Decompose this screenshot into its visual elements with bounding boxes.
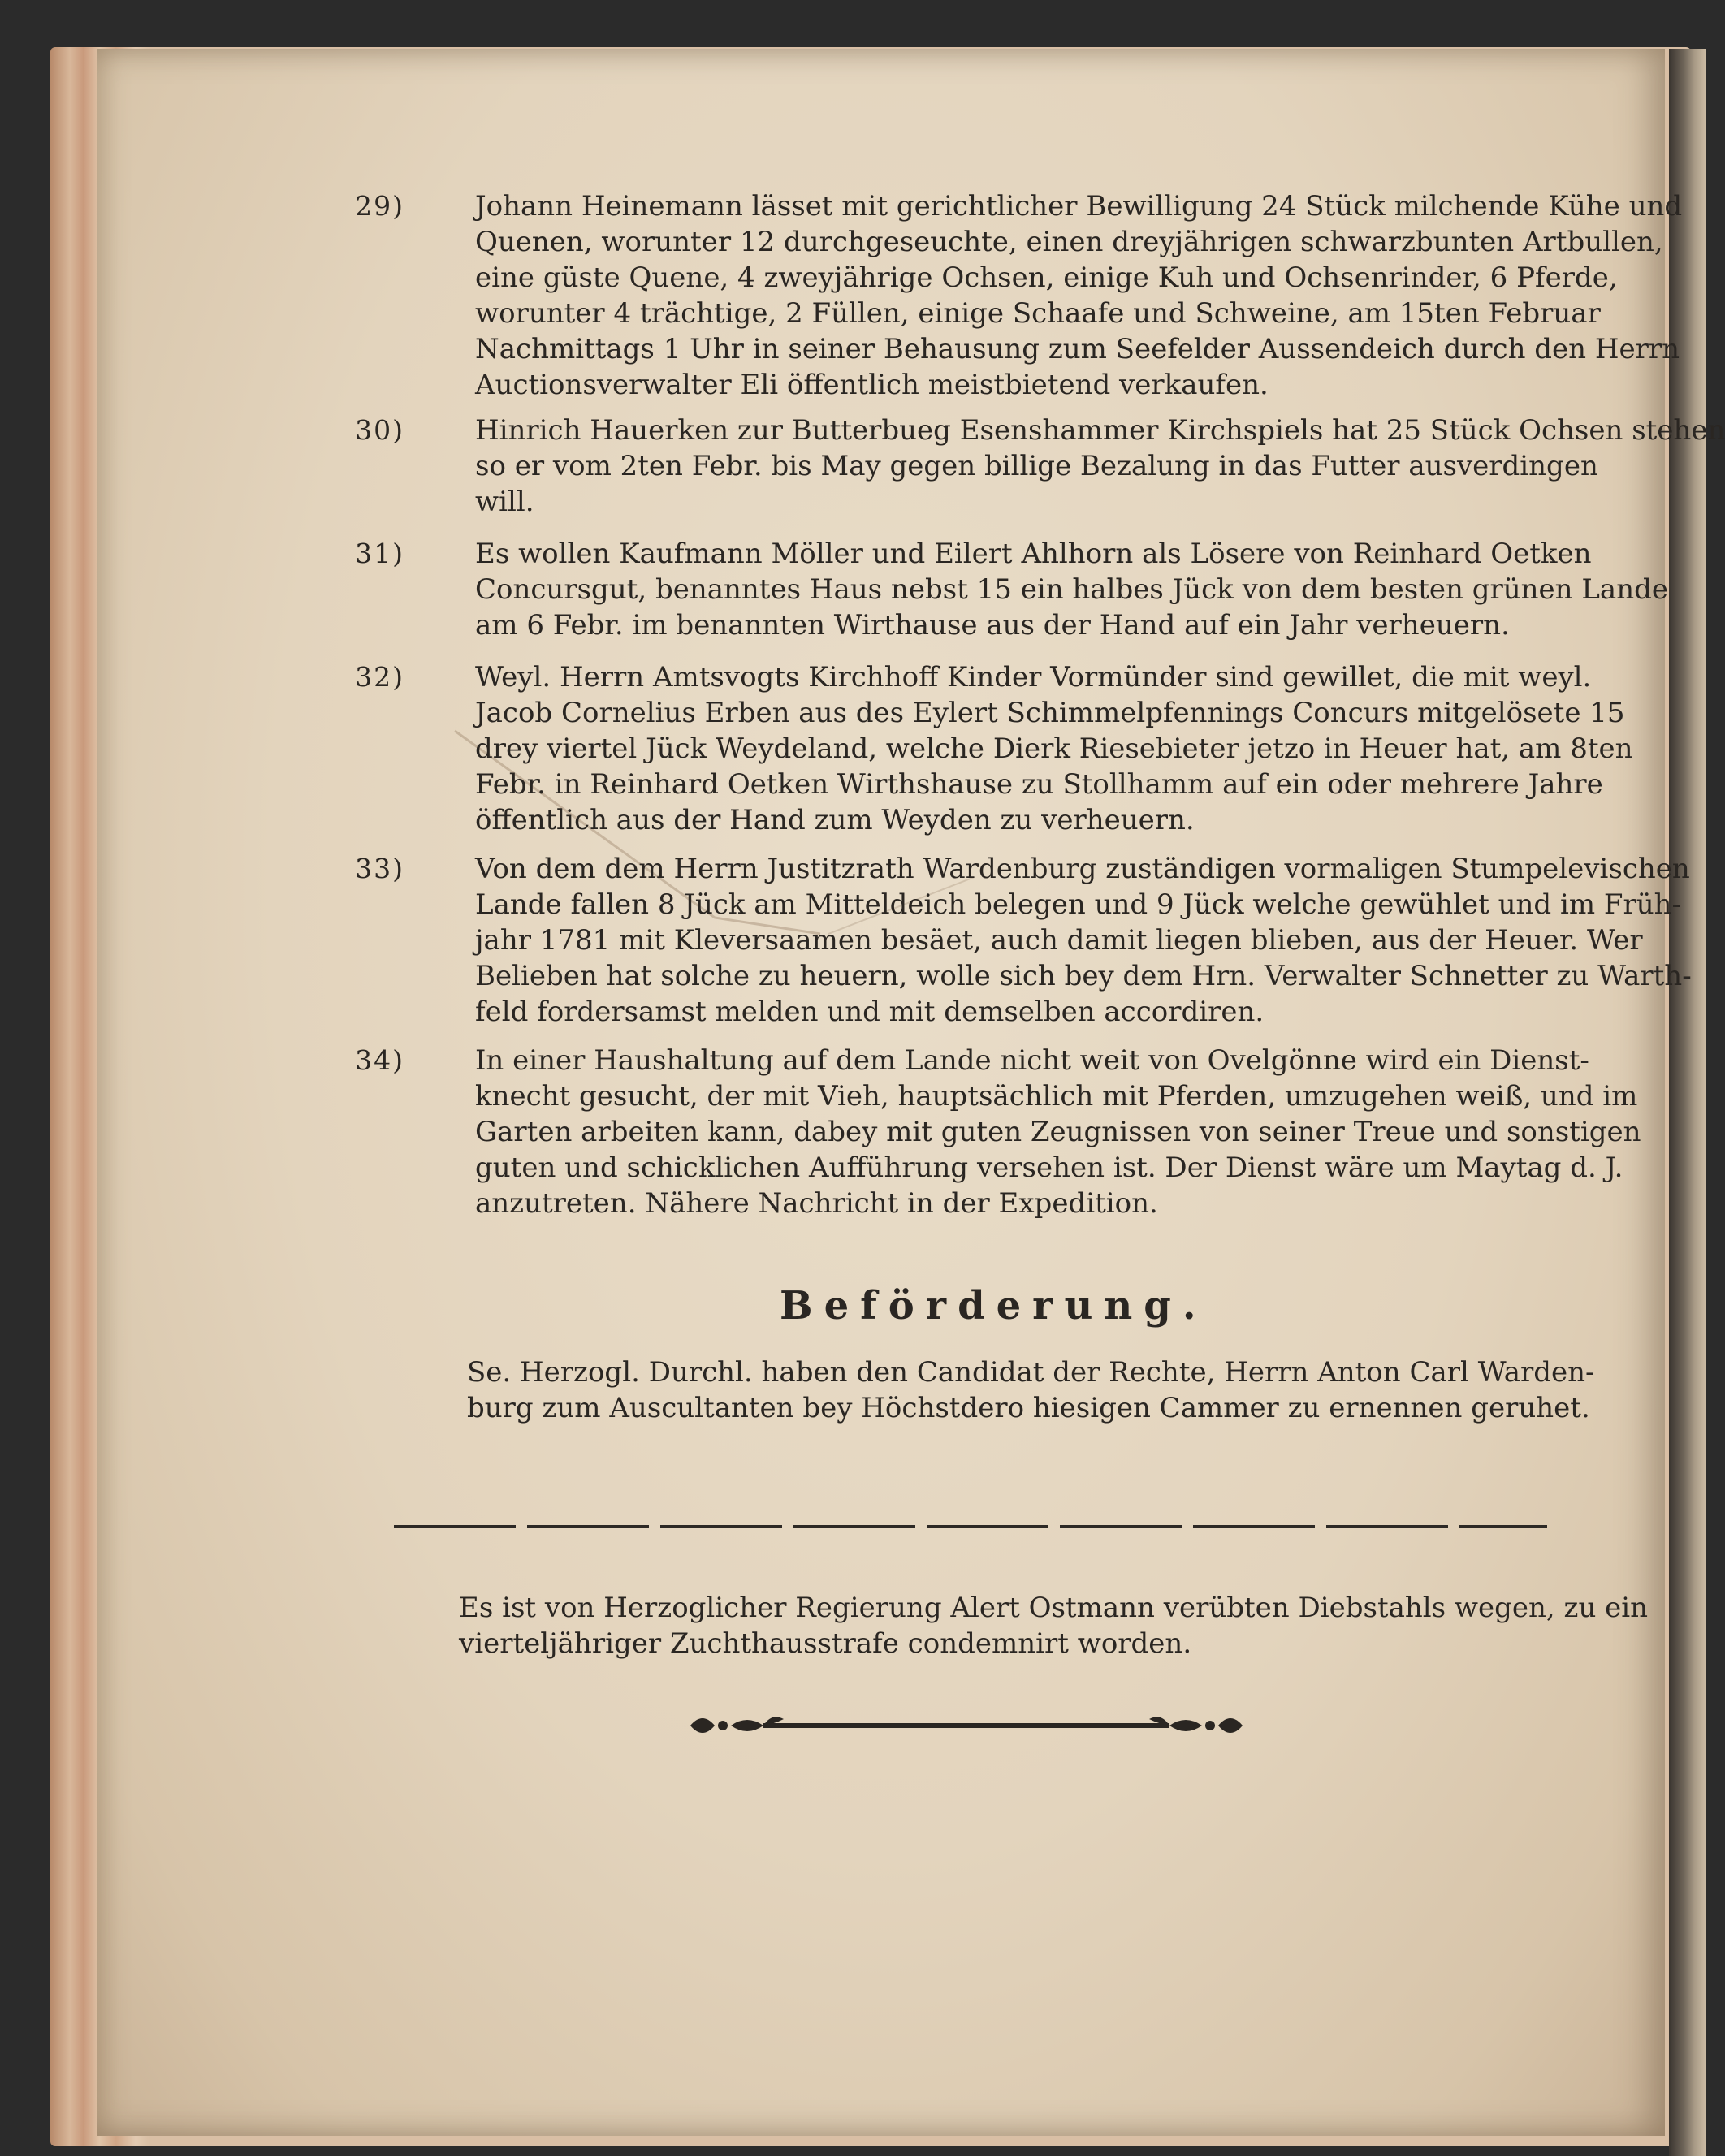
entry-line: feld fordersamst melden und mit demselben accordiren.: [475, 996, 1265, 1028]
entry-line: Garten arbeiten kann, dabey mit guten Zeugnissen von seiner Treue und sonstigen: [475, 1116, 1641, 1148]
entry-line: Concursgut, benanntes Haus nebst 15 ein halbes Jück von dem besten grünen Lande: [475, 573, 1668, 606]
entry-line: Hinrich Hauerken zur Butterbueg Esenshammer Kirchspiels hat 25 Stück Ochsen stehen: [475, 414, 1725, 447]
entry-31: [355, 536, 1668, 643]
entry-line: Lande fallen 8 Jück am Mitteldeich belegen und 9 Jück welche gewühlet und im Früh-: [475, 888, 1682, 921]
entry-29: [355, 188, 1683, 403]
entry-number: 31): [355, 538, 404, 569]
entry-30: [355, 413, 1725, 520]
entry-line: Es wollen Kaufmann Möller und Eilert Ahlhorn als Lösere von Reinhard Oetken: [475, 538, 1592, 570]
entry-line: Quenen, worunter 12 durchgeseuchte, einen dreyjährigen schwarzbunten Artbullen,: [475, 226, 1663, 258]
notice-paragraph: [459, 1590, 1649, 1661]
entry-32: [355, 659, 1633, 838]
entry-line: eine güste Quene, 4 zweyjährige Ochsen, einige Kuh und Ochsenrinder, 6 Pferde,: [475, 261, 1618, 294]
entry-34: [355, 1043, 1641, 1221]
entry-line: jahr 1781 mit Kleversaamen besäet, auch damit liegen blieben, aus der Heuer. Wer: [475, 924, 1643, 957]
entry-number: 29): [355, 190, 404, 222]
entry-line: Johann Heinemann lässet mit gerichtlicher Bewilligung 24 Stück milchende Kühe und: [475, 190, 1683, 223]
entry-line: will.: [475, 486, 534, 518]
entry-number: 32): [355, 661, 404, 693]
entry-number: 30): [355, 414, 404, 446]
entry-line: worunter 4 trächtige, 2 Füllen, einige Schaafe und Schweine, am 15ten Februar: [475, 297, 1601, 330]
dashed-divider: [394, 1525, 1547, 1528]
entry-number: 33): [355, 853, 404, 884]
entry-line: so er vom 2ten Febr. bis May gegen billige Bezalung in das Futter ausverdingen: [475, 450, 1598, 482]
entry-line: am 6 Febr. im benannten Wirthause aus der Hand auf ein Jahr verheuern.: [475, 609, 1510, 642]
paragraph-line: Se. Herzogl. Durchl. haben den Candidat der Rechte, Herrn Anton Carl Warden-: [467, 1356, 1595, 1389]
entry-number: 34): [355, 1044, 404, 1076]
entry-line: anzutreten. Nähere Nachricht in der Expedition.: [475, 1187, 1158, 1220]
paragraph-line: Es ist von Herzoglicher Regierung Alert Ostmann verübten Diebstahls wegen, zu ein: [459, 1592, 1649, 1624]
paragraph-line: vierteljähriger Zuchthausstrafe condemnirt worden.: [459, 1627, 1192, 1660]
paragraph-line: burg zum Auscultanten bey Höchstdero hiesigen Cammer zu ernennen geruhet.: [467, 1392, 1590, 1424]
entry-line: knecht gesucht, der mit Vieh, hauptsächlich mit Pferden, umzugehen weiß, und im: [475, 1080, 1638, 1113]
entry-line: In einer Haushaltung auf dem Lande nicht weit von Ovelgönne wird ein Dienst-: [475, 1044, 1589, 1077]
entry-line: Weyl. Herrn Amtsvogts Kirchhoff Kinder Vormünder sind gewillet, die mit weyl.: [475, 661, 1592, 693]
entry-33: [355, 851, 1692, 1030]
entry-line: drey viertel Jück Weydeland, welche Dierk Riesebieter jetzo in Heuer hat, am 8ten: [475, 732, 1633, 765]
entry-line: Jacob Cornelius Erben aus des Eylert Schimmelpfennings Concurs mitgelösete 15: [475, 697, 1625, 729]
entry-line: öffentlich aus der Hand zum Weyden zu verheuern.: [475, 804, 1195, 836]
printer-ornament: [682, 1705, 1251, 1746]
entry-line: Auctionsverwalter Eli öffentlich meistbietend verkaufen.: [475, 369, 1269, 401]
entry-line: Belieben hat solche zu heuern, wolle sich bey dem Hrn. Verwalter Schnetter zu Warth-: [475, 960, 1692, 992]
promotion-paragraph: [467, 1355, 1595, 1426]
section-heading-promotion: Beförderung.: [780, 1283, 1208, 1329]
entry-line: Nachmittags 1 Uhr in seiner Behausung zum Seefelder Aussendeich durch den Herrn: [475, 333, 1680, 365]
entry-line: Von dem dem Herrn Justitzrath Wardenburg zuständigen vormaligen Stumpelevischen: [475, 853, 1690, 885]
entry-line: guten und schicklichen Aufführung versehen ist. Der Dienst wäre um Maytag d. J.: [475, 1151, 1623, 1184]
entry-line: Febr. in Reinhard Oetken Wirthshause zu Stollhamm auf ein oder mehrere Jahre: [475, 768, 1603, 801]
